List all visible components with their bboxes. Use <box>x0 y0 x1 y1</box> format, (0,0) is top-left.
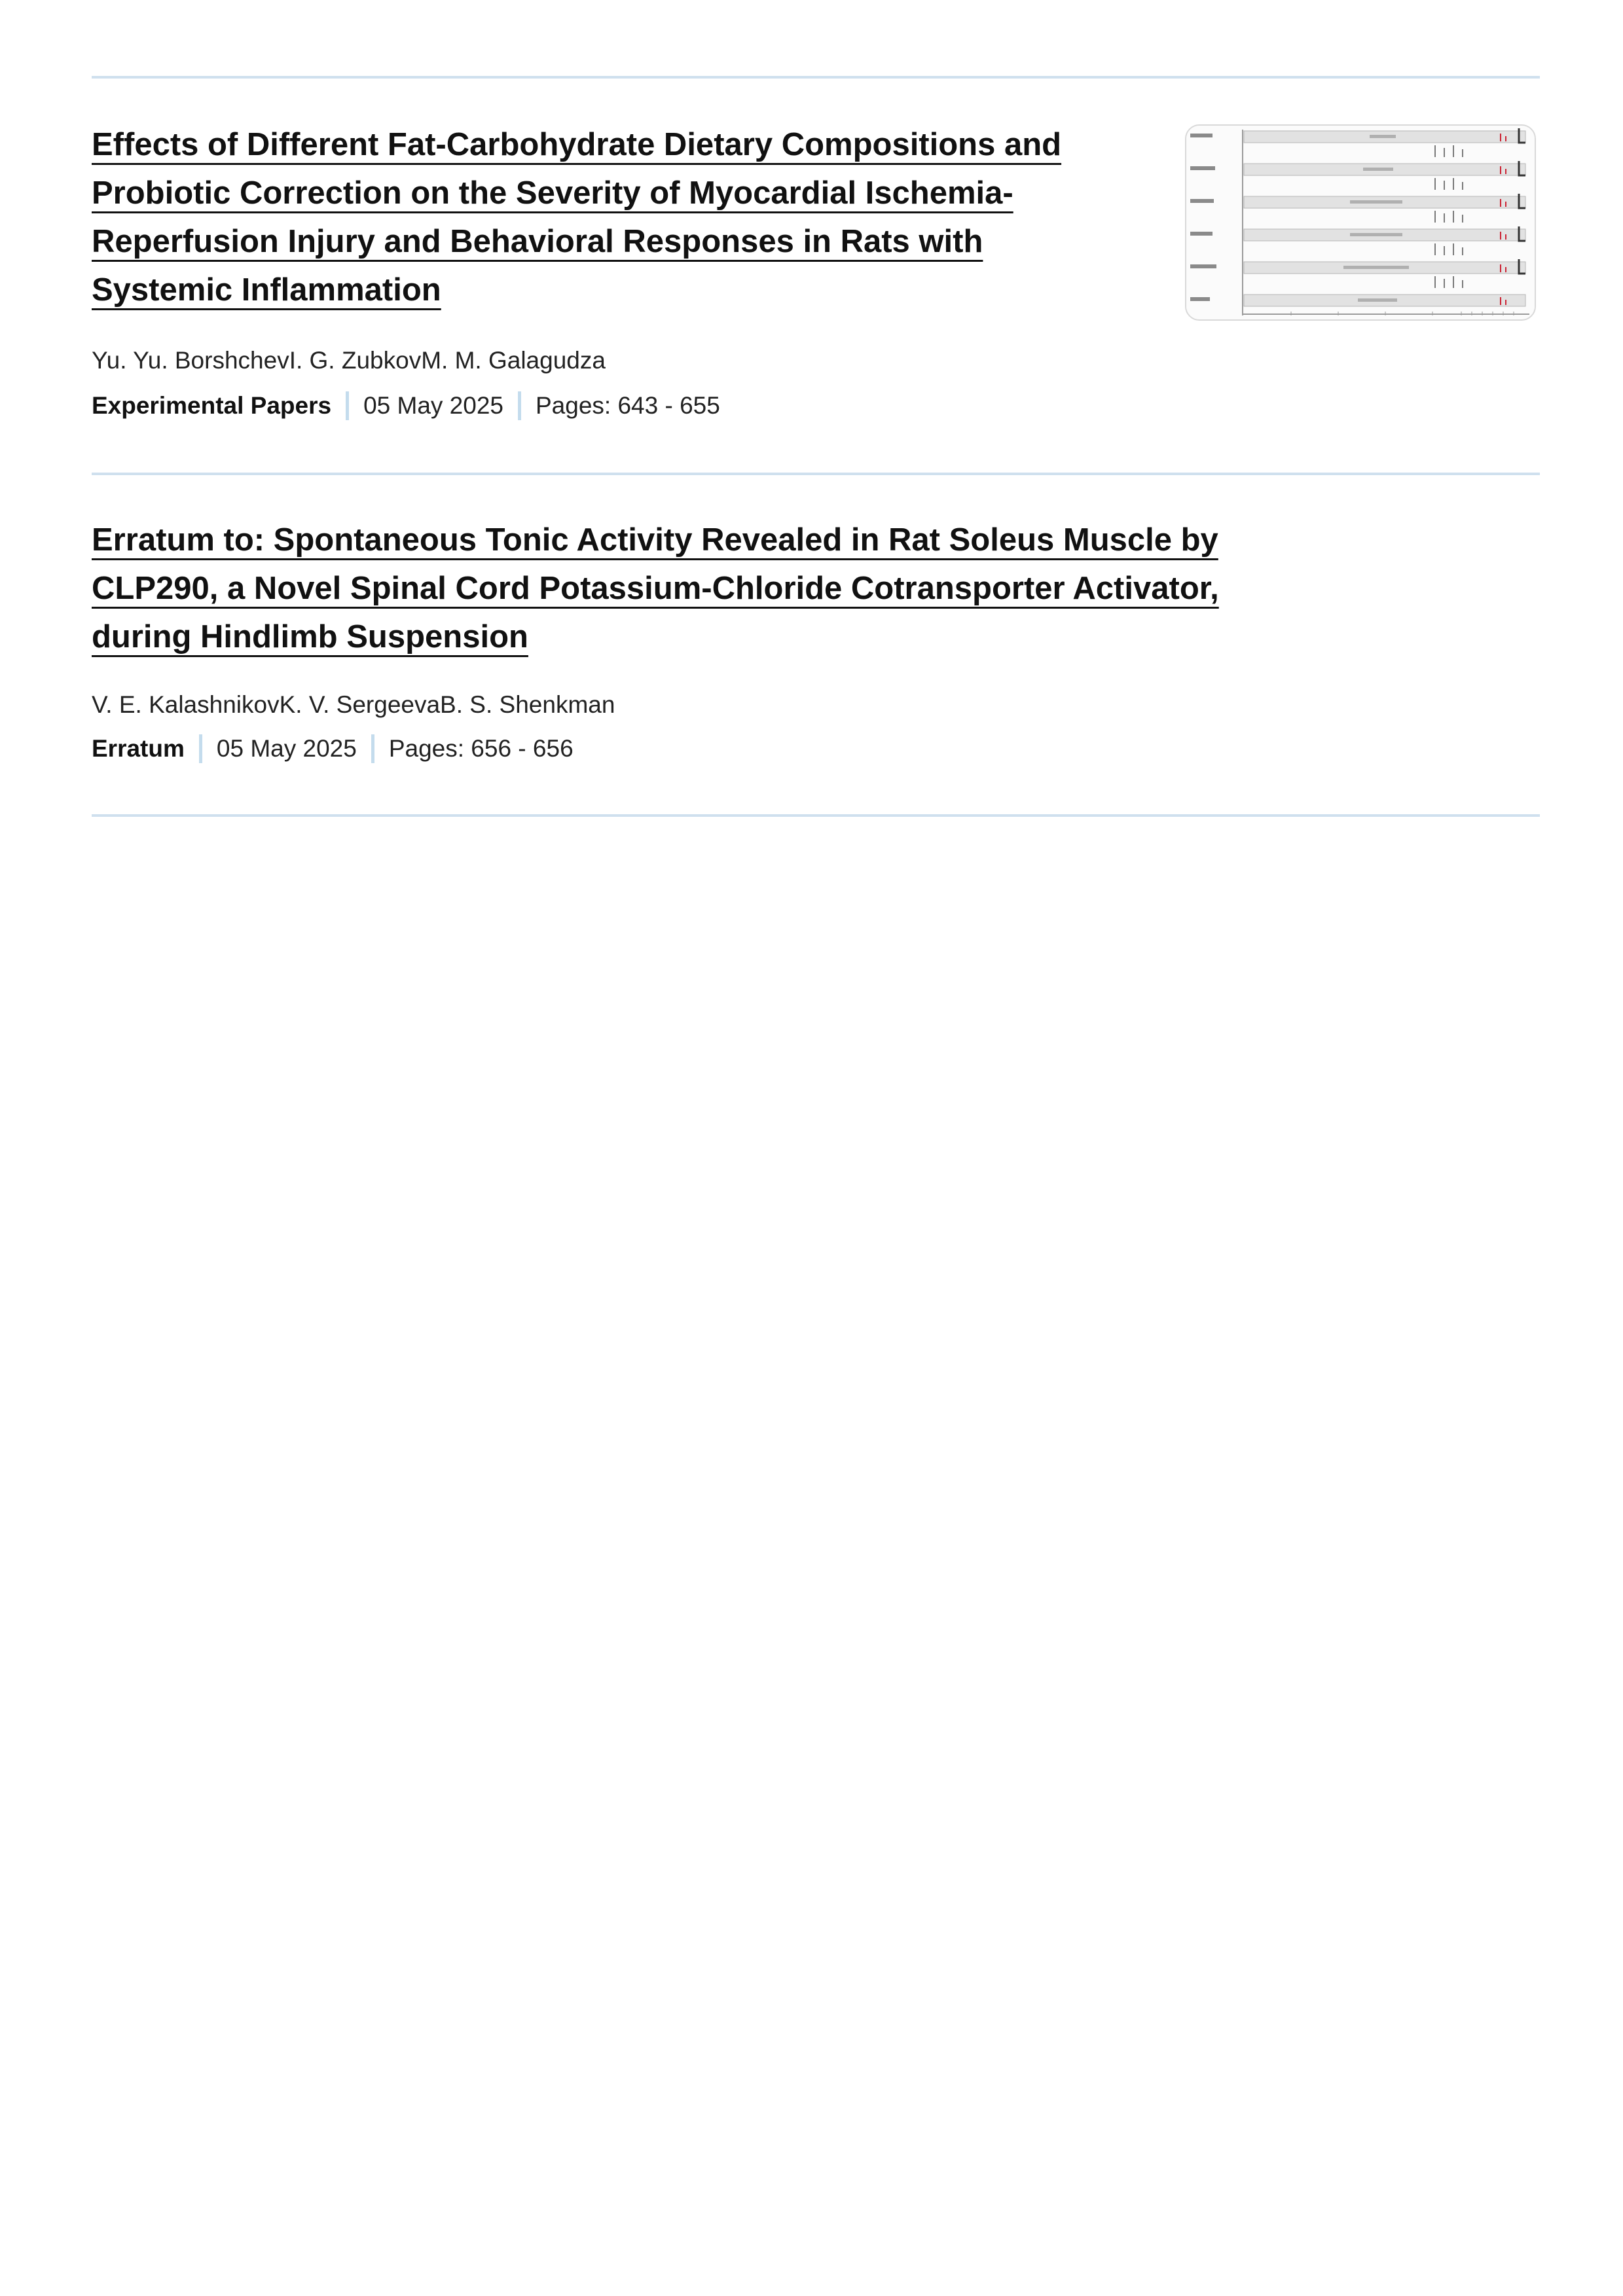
article-item <box>92 120 1540 448</box>
meta-separator <box>371 734 374 763</box>
article-date: 05 May 2025 <box>363 392 503 419</box>
figure-thumbnail-image <box>1186 126 1535 319</box>
divider <box>92 76 1540 79</box>
meta-separator <box>518 391 521 420</box>
divider <box>92 814 1540 817</box>
article-item <box>92 516 1540 791</box>
article-title <box>92 516 1244 661</box>
article-date: 05 May 2025 <box>216 735 357 762</box>
article-thumbnail[interactable] <box>1185 124 1536 321</box>
article-title-link[interactable]: Effects of Different Fat-Carbohydrate Dietary Compositions and Probiotic Correction on the Severity of Myocardial Ischemia-Reperfusion Injury and Behavioral Responses in Rats with Systemic Inflammation <box>92 127 1062 308</box>
article-pages: Pages: 643 - 655 <box>536 392 720 419</box>
meta-separator <box>199 734 202 763</box>
article-authors: V. E. KalashnikovK. V. SergeevaB. S. Shenkman <box>92 691 615 718</box>
meta-separator <box>346 391 349 420</box>
article-meta <box>92 391 720 420</box>
article-type: Erratum <box>92 735 185 762</box>
divider <box>92 473 1540 475</box>
article-meta <box>92 734 574 763</box>
article-type: Experimental Papers <box>92 392 332 419</box>
article-title-link[interactable]: Erratum to: Spontaneous Tonic Activity Revealed in Rat Soleus Muscle by CLP290, a Novel Spinal Cord Potassium-Chloride Cotransporter Activator, during Hindlimb Suspension <box>92 522 1219 655</box>
article-authors: Yu. Yu. BorshchevI. G. ZubkovM. M. Galagudza <box>92 347 606 374</box>
article-title <box>92 120 1113 314</box>
article-pages: Pages: 656 - 656 <box>388 735 574 762</box>
